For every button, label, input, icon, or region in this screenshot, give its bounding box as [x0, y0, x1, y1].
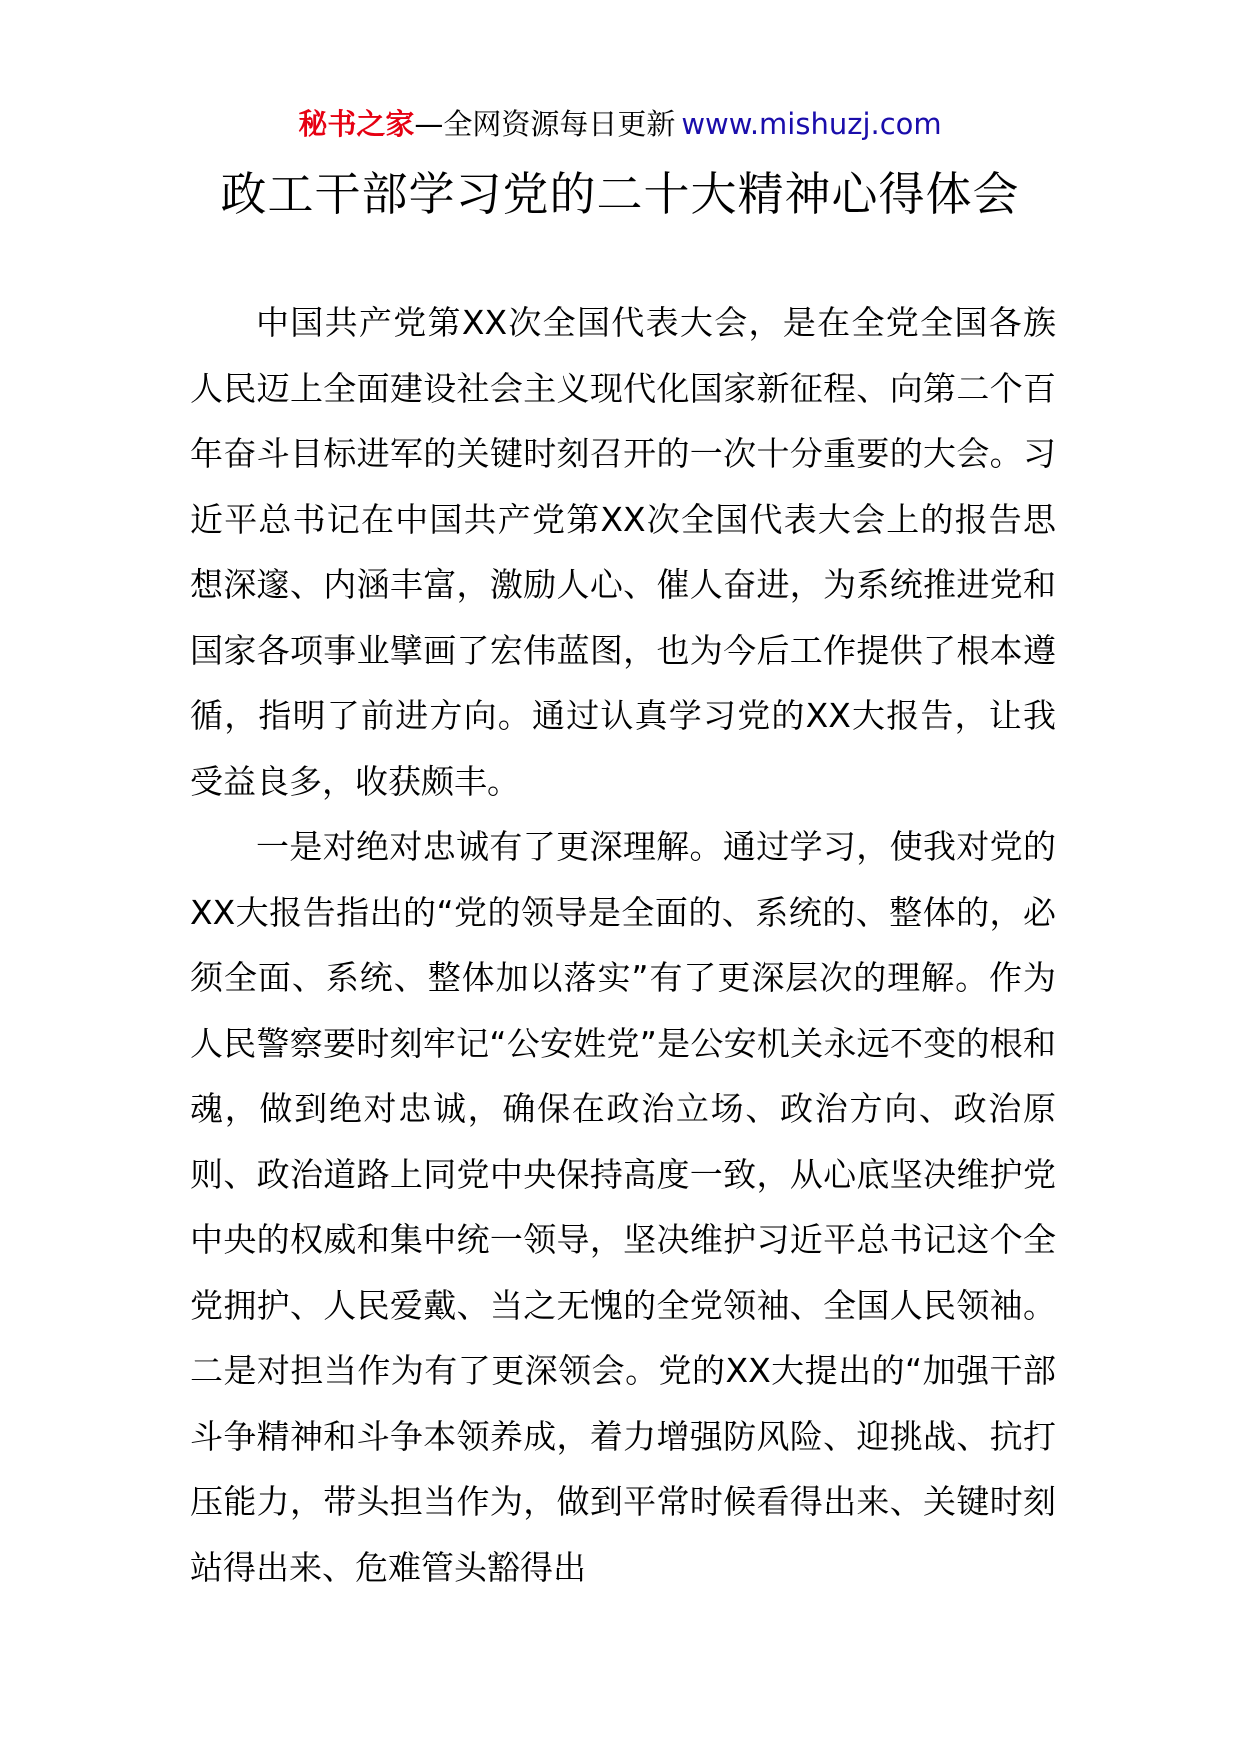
document-body	[190, 290, 1056, 1600]
paragraph-intro: 中国共产党第XX次全国代表大会，是在全党全国各族人民迈上全面建设社会主义现代化国家新征程、向第二个百年奋斗目标进军的关键时刻召开的一次十分重要的大会。习近平总书记在中国共产党第XX次全国代表大会上的报告思想深邃、内涵丰富，激励人心、催人奋进，为系统推进党和国家各项事业擘画了宏伟蓝图，也为今后工作提供了根本遵循，指明了前进方向。通过认真学习党的XX大报告，让我受益良多，收获颇丰。	[190, 303, 1056, 801]
site-header	[0, 104, 1240, 144]
site-tagline: —全网资源每日更新	[414, 107, 676, 141]
document-title: 政工干部学习党的二十大精神心得体会	[220, 167, 1020, 221]
site-url-link[interactable]: www.mishuzj.com	[681, 107, 942, 141]
paragraph-loyalty: 一是对绝对忠诚有了更深理解。通过学习，使我对党的XX大报告指出的“党的领导是全面的、系统的、整体的，必须全面、系统、整体加以落实”有了更深层次的理解。作为人民警察要时刻牢记“公安姓党”是公安机关永远不变的根和魂，做到绝对忠诚，确保在政治立场、政治方向、政治原则、政治道路上同党中央保持高度一致，从心底坚决维护党中央的权威和集中统一领导，坚决维护习近平总书记这个全党拥护、人民爱戴、当之无愧的全党领袖、全国人民领袖。二是对担当作为有了更深领会。党的XX大提出的“加强干部斗争精神和斗争本领养成，着力增强防风险、迎挑战、抗打压能力，带头担当作为，做到平常时候看得出来、关键时刻站得出来、危难管头豁得出	[190, 827, 1056, 1587]
brand-name: 秘书之家	[298, 107, 415, 141]
